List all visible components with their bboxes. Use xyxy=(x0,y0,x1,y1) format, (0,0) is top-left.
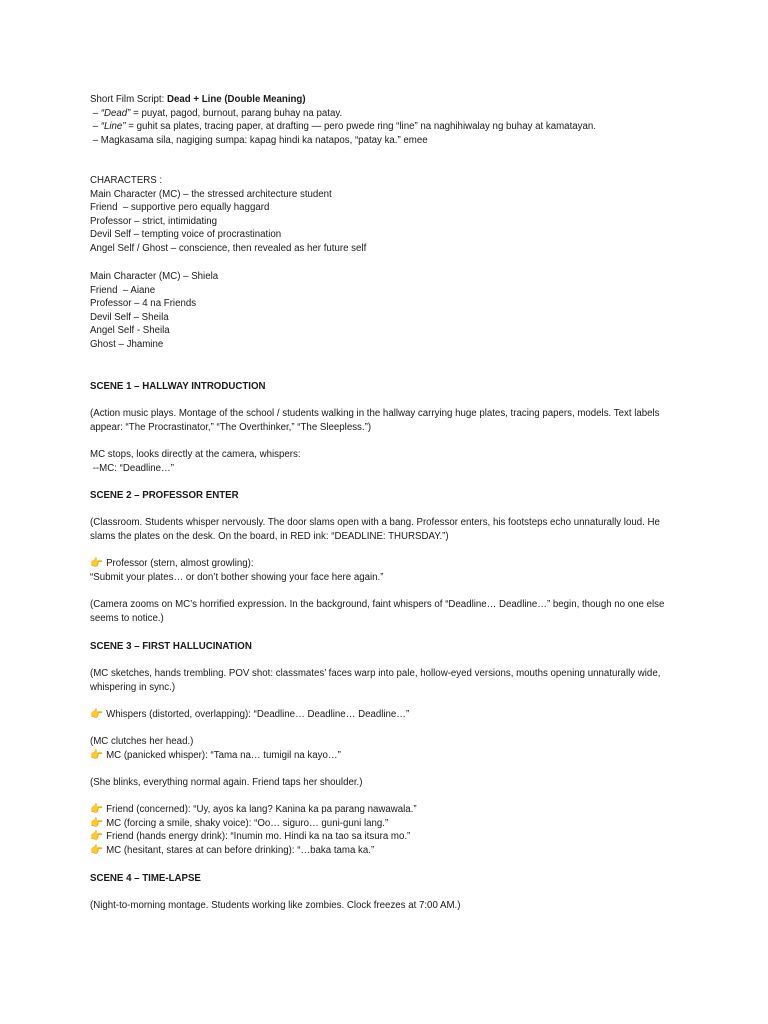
dead-definition xyxy=(90,107,680,121)
scene3-action: (MC sketches, hands trembling. POV shot: classmates’ faces warp into pale, hollow-eyed versions, mouths opening unnaturally wide, whispering in sync.) xyxy=(90,668,661,693)
script-title xyxy=(90,93,680,107)
dialogue-line xyxy=(90,817,680,831)
scene3-dialogue xyxy=(90,803,680,857)
role-item: Friend – supportive pero equally haggard xyxy=(90,202,270,214)
dead-word: “Dead” xyxy=(100,107,131,119)
clutch-text: (MC clutches her head.) xyxy=(90,736,194,747)
characters-section xyxy=(90,174,680,256)
dialogue-text: Friend (concerned): “Uy, ayos ka lang? Kanina ka pa parang nawawala.” xyxy=(106,804,417,815)
title-prefix: Short Film Script: xyxy=(90,94,167,105)
blink-line: (She blinks, everything normal again. Friend taps her shoulder.) xyxy=(90,777,363,788)
scene1-heading: SCENE 1 – HALLWAY INTRODUCTION xyxy=(90,381,266,392)
role-item: Angel Self / Ghost – conscience, then revealed as her future self xyxy=(90,242,367,254)
cast-item: Main Character (MC) – Shiela xyxy=(90,271,219,282)
pointing-hand-icon: 👉 xyxy=(90,748,104,761)
pointing-hand-icon: 👉 xyxy=(90,557,104,569)
speaker: Professor (stern, almost growling): xyxy=(106,558,254,569)
dialogue-text: MC (hesitant, stares at can before drinking): “…baka tama ka.” xyxy=(106,844,375,856)
scene2-dialogue xyxy=(90,557,680,584)
scene1-line: MC stops, looks directly at the camera, whispers: xyxy=(90,449,301,460)
dialogue-line xyxy=(90,830,680,844)
cast-item: Ghost – Jhamine xyxy=(90,338,164,350)
scene2-action: (Classroom. Students whisper nervously. The door slams open with a bang. Professor enters, his footsteps echo unnaturally loud. He slams the plates on the desk. On the board, in RED ink: “DEADLINE: THURSDAY.”) xyxy=(90,517,660,542)
pointing-hand-icon: 👉 xyxy=(90,843,104,856)
cast-item: Angel Self - Sheila xyxy=(90,325,170,337)
pointing-hand-icon: 👉 xyxy=(90,708,104,720)
scene1-action: (Action music plays. Montage of the school / students walking in the hallway carrying huge plates, tracing papers, models. Text labels appear: “The Procrastinator,” “The Overthinker,” “The Sleepless.”) xyxy=(90,408,660,433)
scene3-clutch xyxy=(90,735,680,762)
scene4-heading: SCENE 4 – TIME-LAPSE xyxy=(90,873,201,884)
role-item: Main Character (MC) – the stressed architecture student xyxy=(90,188,332,200)
line-word: “Line” xyxy=(100,121,126,133)
dialogue-line xyxy=(90,844,680,858)
scene2-heading: SCENE 2 – PROFESSOR ENTER xyxy=(90,490,239,501)
role-item: Devil Self – tempting voice of procrastination xyxy=(90,229,282,241)
cast-item: Professor – 4 na Friends xyxy=(90,298,197,310)
line-definition xyxy=(90,120,680,134)
dash: – xyxy=(90,121,101,133)
pointing-hand-icon: 👉 xyxy=(90,816,104,829)
title-bold: Dead + Line (Double Meaning) xyxy=(166,94,306,105)
dash: – xyxy=(90,107,101,119)
pointing-hand-icon: 👉 xyxy=(90,803,104,815)
professor-dialogue: “Submit your plates… or don’t bother showing your face here again.” xyxy=(90,571,384,583)
role-item: Professor – strict, intimidating xyxy=(90,215,218,227)
pointing-hand-icon: 👉 xyxy=(90,830,104,843)
mc-whisper-text: MC (panicked whisper): “Tama na… tumigil na kayo…” xyxy=(106,749,341,761)
intro-section xyxy=(90,93,680,147)
cast-item: Devil Self – Sheila xyxy=(90,311,169,323)
together-text: – Magkasama sila, nagiging sumpa: kapag hindi ka natapos, “patay ka.” emee xyxy=(90,134,428,146)
dialogue-line xyxy=(90,803,680,817)
whispers-text: Whispers (distorted, overlapping): “Deadline… Deadline… Deadline…” xyxy=(106,709,410,720)
scene1-line: --MC: “Deadline…” xyxy=(90,462,174,474)
cast-item: Friend – Aiane xyxy=(90,284,156,296)
scene1-lines xyxy=(90,448,680,475)
scene3-heading: SCENE 3 – FIRST HALLUCINATION xyxy=(90,641,252,652)
dialogue-text: Friend (hands energy drink): “Inumin mo. Hindi ka na tao sa itsura mo.” xyxy=(106,831,411,843)
dialogue-text: MC (forcing a smile, shaky voice): “Oo… siguro… guni-guni lang.” xyxy=(106,817,389,829)
whispers-line xyxy=(90,708,680,722)
professor-line xyxy=(90,557,680,571)
dead-text: = puyat, pagod, burnout, parang buhay na patay. xyxy=(130,107,343,119)
scene4-action: (Night-to-morning montage. Students working like zombies. Clock freezes at 7:00 AM.) xyxy=(90,900,461,911)
characters-heading: CHARACTERS : xyxy=(90,175,163,186)
cast-section xyxy=(90,270,680,352)
line-text: = guhit sa plates, tracing paper, at drafting — pero pwede ring “line” na naghihiwalay ng buhay at kamatayan. xyxy=(125,121,596,133)
scene2-action2: (Camera zooms on MC’s horrified expression. In the background, faint whispers of “Deadline… Deadline…” begin, though no one else seems to notice.) xyxy=(90,599,665,624)
